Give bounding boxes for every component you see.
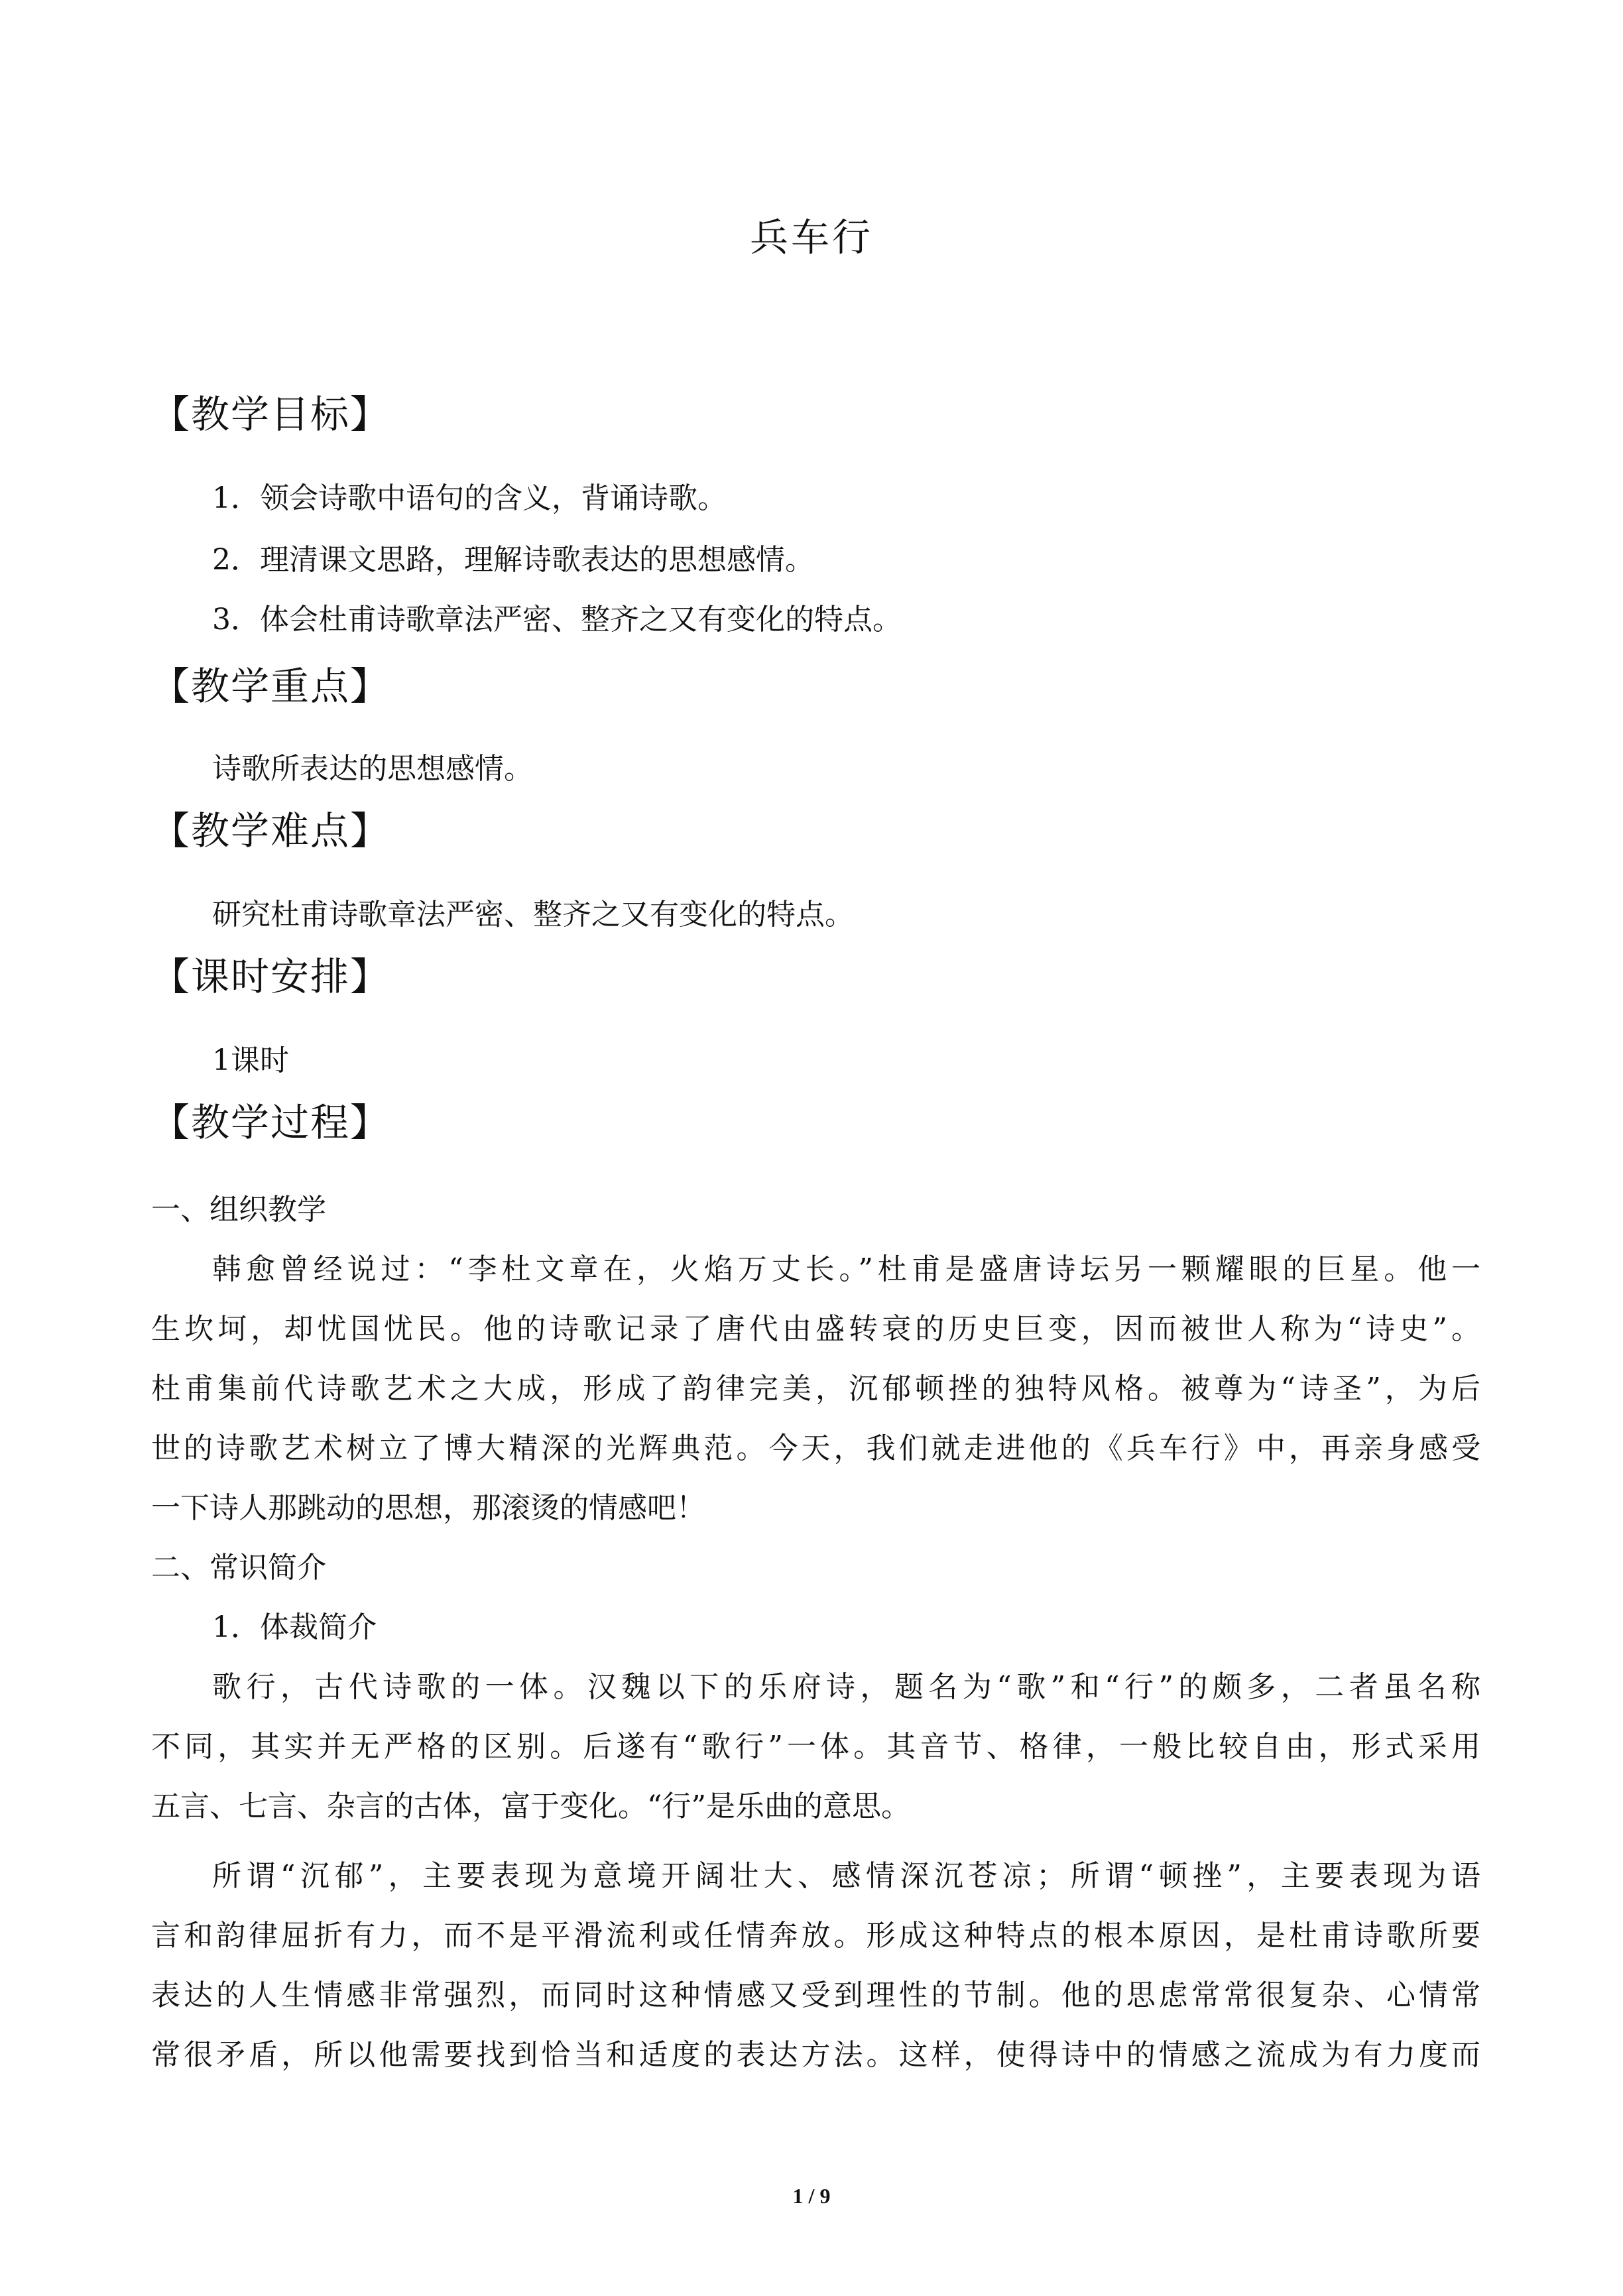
part2-para2-line-4: 常很矛盾，所以他需要找到恰当和适度的表达方法。这样，使得诗中的情感之流成为有力度而 — [151, 2038, 1480, 2072]
part2-para2-line-2: 言和韵律屈折有力，而不是平滑流利或任情奔放。形成这种特点的根本原因，是杜甫诗歌所要 — [151, 1919, 1480, 1953]
goal-item-3: 3．体会杜甫诗歌章法严密、整齐之又有变化的特点。 — [212, 603, 902, 636]
page-number: 1 / 9 — [792, 2184, 831, 2208]
part2-para2-line-1: 所谓“沉郁”，主要表现为意境开阔壮大、感情深沉苍凉；所谓“顿挫”，主要表现为语 — [212, 1859, 1480, 1893]
difficulties-text: 研究杜甫诗歌章法严密、整齐之又有变化的特点。 — [212, 898, 854, 932]
part1-line-5: 一下诗人那跳动的思想，那滚烫的情感吧！ — [151, 1491, 705, 1525]
section-heading-goals: 【教学目标】 — [151, 392, 391, 437]
part1-line-3: 杜甫集前代诗歌艺术之大成，形成了韵律完美，沉郁顿挫的独特风格。被尊为“诗圣”，为后 — [151, 1372, 1480, 1406]
section-heading-schedule: 【课时安排】 — [151, 954, 391, 999]
part2-sub-heading: 1．体裁简介 — [212, 1610, 377, 1644]
part2-heading: 二、常识简介 — [151, 1551, 326, 1585]
part1-line-1: 韩愈曾经说过：“李杜文章在，火焰万丈长。”杜甫是盛唐诗坛另一颗耀眼的巨星。他一 — [212, 1252, 1480, 1286]
part2-para1-line-2: 不同，其实并无严格的区别。后遂有“歌行”一体。其音节、格律，一般比较自由，形式采用 — [151, 1730, 1480, 1764]
part2-para1-line-3: 五言、七言、杂言的古体，富于变化。“行”是乐曲的意思。 — [151, 1789, 910, 1823]
section-heading-difficulties: 【教学难点】 — [151, 808, 391, 853]
part1-line-2: 生坎坷，却忧国忧民。他的诗歌记录了唐代由盛转衰的历史巨变，因而被世人称为“诗史”。 — [151, 1312, 1480, 1346]
goal-item-2: 2．理清课文思路，理解诗歌表达的思想感情。 — [212, 543, 814, 577]
part1-heading: 一、组织教学 — [151, 1193, 326, 1227]
part2-para2-line-3: 表达的人生情感非常强烈，而同时这种情感又受到理性的节制。他的思虑常常很复杂、心情常 — [151, 1978, 1480, 2012]
section-heading-process: 【教学过程】 — [151, 1100, 391, 1145]
part1-line-4: 世的诗歌艺术树立了博大精深的光辉典范。今天，我们就走进他的《兵车行》中，再亲身感受 — [151, 1431, 1480, 1465]
goal-item-1: 1．领会诗歌中语句的含义，背诵诗歌。 — [212, 481, 727, 515]
key-points-text: 诗歌所表达的思想感情。 — [212, 752, 533, 786]
document-title: 兵车行 — [749, 215, 873, 260]
schedule-text: 1课时 — [212, 1044, 289, 1077]
section-heading-key-points: 【教学重点】 — [151, 664, 391, 709]
part2-para1-line-1: 歌行，古代诗歌的一体。汉魏以下的乐府诗，题名为“歌”和“行”的颇多，二者虽名称 — [212, 1670, 1480, 1704]
